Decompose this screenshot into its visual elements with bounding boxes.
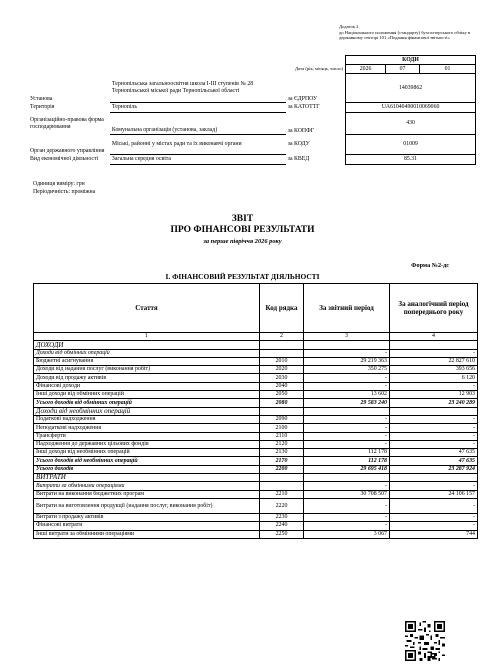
column-numbers-row	[34, 333, 478, 341]
table-row	[34, 440, 478, 448]
col-header-article: Стаття	[34, 284, 260, 333]
row-previous-value: 6 120	[390, 374, 478, 382]
row-previous-value: -	[390, 382, 478, 390]
report-subtitle: ПРО ФІНАНСОВІ РЕЗУЛЬТАТИ	[170, 225, 315, 235]
info-code-kved: 85.31	[346, 155, 476, 165]
table-row	[34, 382, 478, 390]
row-label: Усього доходів від обмінних операцій	[34, 399, 260, 407]
table-row	[34, 530, 478, 538]
info-label-territory: Територія	[30, 104, 55, 111]
row-code: 2010	[260, 357, 304, 365]
row-code	[260, 407, 304, 415]
table-row	[34, 449, 478, 457]
qr-code	[405, 621, 445, 661]
row-current-value: 112 178	[304, 449, 390, 457]
info-code-label-katottg: за КАТОТТГ	[287, 104, 320, 111]
date-label: Дата (рік, місяць, число)	[295, 65, 344, 71]
row-previous-value: 22 827 610	[390, 357, 478, 365]
row-previous-value: 23 240 289	[390, 399, 478, 407]
institution-info-table	[28, 55, 476, 165]
row-previous-value	[390, 407, 478, 415]
info-label-activity: Вид економічної діяльності	[30, 156, 99, 163]
row-label: Бюджетні асигнування	[34, 357, 260, 365]
row-current-value: 13 602	[304, 391, 390, 399]
row-current-value	[304, 341, 390, 349]
info-code-label-kopfg: за КОПФГ	[287, 127, 315, 134]
row-code: 2120	[260, 440, 304, 448]
row-current-value: -	[304, 513, 390, 521]
row-code: 2210	[260, 490, 304, 498]
row-previous-value: -	[390, 482, 478, 490]
form-appendix-note: Додаток 2 до Національного положення (стандарту) бухгалтерського обліку в державному секторі 101 «Подання фінансової звітності»	[339, 24, 471, 41]
row-previous-value: -	[390, 424, 478, 432]
row-previous-value: 24 106 157	[390, 490, 478, 498]
row-code: 2130	[260, 449, 304, 457]
report-period: за перше півріччя 2026 року	[203, 238, 282, 245]
info-code-edrpou: 14039862	[346, 74, 476, 103]
table-row	[34, 490, 478, 498]
table-row	[34, 424, 478, 432]
row-code: 2240	[260, 522, 304, 530]
row-label: Фінансові витрати	[34, 522, 260, 530]
row-code: 2110	[260, 432, 304, 440]
row-current-value: 112 178	[304, 457, 390, 465]
financial-results-table	[33, 283, 478, 539]
unit-of-measure: Одиниця виміру: грн	[33, 181, 85, 187]
row-current-value	[304, 407, 390, 415]
row-current-value: 350 275	[304, 366, 390, 374]
info-value-authority: Міські, районні у містах ради та їх виконавчі органи	[110, 135, 286, 155]
col-header-code: Код рядка	[260, 284, 304, 333]
form-number: Форма №2-дс	[411, 262, 449, 269]
info-code-katottg: UA61040490010069060	[346, 103, 476, 113]
row-code: 2250	[260, 530, 304, 538]
row-previous-value: -	[390, 522, 478, 530]
row-label: Доходи від обмінних операцій	[34, 349, 260, 357]
periodicity: Періодичність: проміжна	[33, 189, 96, 195]
table-row	[34, 522, 478, 530]
info-value-activity: Загальна середня освіта	[110, 155, 286, 165]
row-current-value: -	[304, 522, 390, 530]
row-code: 2200	[260, 465, 304, 473]
table-row	[34, 374, 478, 382]
row-label: Неподаткові надходження	[34, 424, 260, 432]
info-label-authority: Орган державного управління	[30, 147, 105, 154]
info-code-kopfg: 430	[346, 113, 476, 135]
codes-header: КОДИ	[346, 56, 476, 65]
row-code	[260, 341, 304, 349]
info-value-legal-form: Комунальна організація (установа, заклад)	[110, 113, 286, 135]
row-previous-value: 23 287 924	[390, 465, 478, 473]
date-year: 2026	[346, 65, 386, 74]
row-previous-value: 47 635	[390, 457, 478, 465]
col-number: 1	[34, 333, 260, 341]
date-month: 07	[386, 65, 420, 74]
row-code: 2170	[260, 457, 304, 465]
info-code-label-kodu: за КОДУ	[287, 141, 310, 148]
row-current-value: 29 219 363	[304, 357, 390, 365]
row-current-value: -	[304, 349, 390, 357]
table-row	[34, 399, 478, 407]
row-code	[260, 349, 304, 357]
table-row	[34, 391, 478, 399]
row-current-value: -	[304, 498, 390, 513]
col-number: 3	[304, 333, 390, 341]
row-previous-value: 393 656	[390, 366, 478, 374]
row-label: Доходи від необмінних операцій	[34, 407, 260, 415]
col-header-current: За звітний період	[304, 284, 390, 333]
row-current-value: -	[304, 415, 390, 423]
row-label: Витрати на виготовлення продукції (надання послуг, виконання робіт)	[34, 498, 260, 513]
row-previous-value: 744	[390, 530, 478, 538]
info-value-territory: Тернопіль	[110, 103, 286, 113]
row-label: Витрати на виконання бюджетних програм	[34, 490, 260, 498]
row-current-value: -	[304, 432, 390, 440]
row-code: 2220	[260, 498, 304, 513]
row-current-value: 30 708 507	[304, 490, 390, 498]
info-value-institution: Тернопільська загальноосвітня школа І-ІІІ ступенів № 28 Тернопільської міської ради Тернопільської області	[110, 74, 286, 103]
row-current-value	[304, 474, 390, 482]
info-code-label-edrpou: за ЄДРПОУ	[287, 95, 318, 102]
row-label: Надходження до державних цільових фондів	[34, 440, 260, 448]
col-header-previous: За аналогічний період попереднього року	[390, 284, 478, 333]
table-row	[34, 366, 478, 374]
row-code: 2020	[260, 366, 304, 374]
row-label: Трансферти	[34, 432, 260, 440]
row-previous-value	[390, 474, 478, 482]
row-label: ВИТРАТИ	[34, 474, 260, 482]
row-label: Фінансові доходи	[34, 382, 260, 390]
table-row	[34, 407, 478, 415]
row-code: 2030	[260, 374, 304, 382]
col-number: 4	[390, 333, 478, 341]
row-label: Інші доходи від обмінних операцій	[34, 391, 260, 399]
col-number: 2	[260, 333, 304, 341]
table-row	[34, 513, 478, 521]
row-code	[260, 474, 304, 482]
row-previous-value: 12 903	[390, 391, 478, 399]
row-code: 2080	[260, 399, 304, 407]
table-row	[34, 349, 478, 357]
row-label: Податкові надходження	[34, 415, 260, 423]
row-code: 2090	[260, 415, 304, 423]
table-row	[34, 457, 478, 465]
row-code	[260, 482, 304, 490]
table-row	[34, 341, 478, 349]
row-previous-value: -	[390, 432, 478, 440]
row-previous-value: -	[390, 349, 478, 357]
row-label: Усього доходів	[34, 465, 260, 473]
row-label: Інші витрати за обмінними операціями	[34, 530, 260, 538]
table-row	[34, 482, 478, 490]
info-label-institution: Установа	[30, 95, 53, 102]
row-previous-value: -	[390, 415, 478, 423]
row-current-value: 3 067	[304, 530, 390, 538]
info-label-legal-form: Організаційно-правова форма господарювання	[30, 116, 104, 130]
report-title: ЗВІТ	[231, 214, 254, 224]
row-current-value: 29 695 418	[304, 465, 390, 473]
row-label: Витрати з продажу активів	[34, 513, 260, 521]
row-label: Усього доходів від необмінних операцій	[34, 457, 260, 465]
row-current-value: -	[304, 482, 390, 490]
row-label: Витрати за обмінними операціями	[34, 482, 260, 490]
row-current-value: -	[304, 374, 390, 382]
row-previous-value: -	[390, 440, 478, 448]
row-previous-value: -	[390, 513, 478, 521]
row-current-value: -	[304, 382, 390, 390]
table-row	[34, 474, 478, 482]
row-current-value: -	[304, 440, 390, 448]
row-current-value: 29 583 240	[304, 399, 390, 407]
row-label: Доходи від надання послуг (виконання робіт)	[34, 366, 260, 374]
row-code: 2230	[260, 513, 304, 521]
row-code: 2040	[260, 382, 304, 390]
row-current-value: -	[304, 424, 390, 432]
table-row	[34, 415, 478, 423]
row-label: Доходи від продажу активів	[34, 374, 260, 382]
row-previous-value	[390, 341, 478, 349]
row-code: 2050	[260, 391, 304, 399]
row-label: Інші доходи від необмінних операцій	[34, 449, 260, 457]
date-day: 01	[420, 65, 476, 74]
row-previous-value: 47 635	[390, 449, 478, 457]
table-row	[34, 465, 478, 473]
table-row	[34, 498, 478, 513]
table-row	[34, 432, 478, 440]
info-code-label-kved: за КВЕД	[287, 156, 310, 163]
section-title: І. ФІНАНСОВИЙ РЕЗУЛЬТАТ ДІЯЛЬНОСТІ	[165, 272, 320, 281]
table-row	[34, 357, 478, 365]
info-code-kodu: 01009	[346, 135, 476, 155]
row-code: 2100	[260, 424, 304, 432]
row-label: ДОХОДИ	[34, 341, 260, 349]
row-previous-value: -	[390, 498, 478, 513]
